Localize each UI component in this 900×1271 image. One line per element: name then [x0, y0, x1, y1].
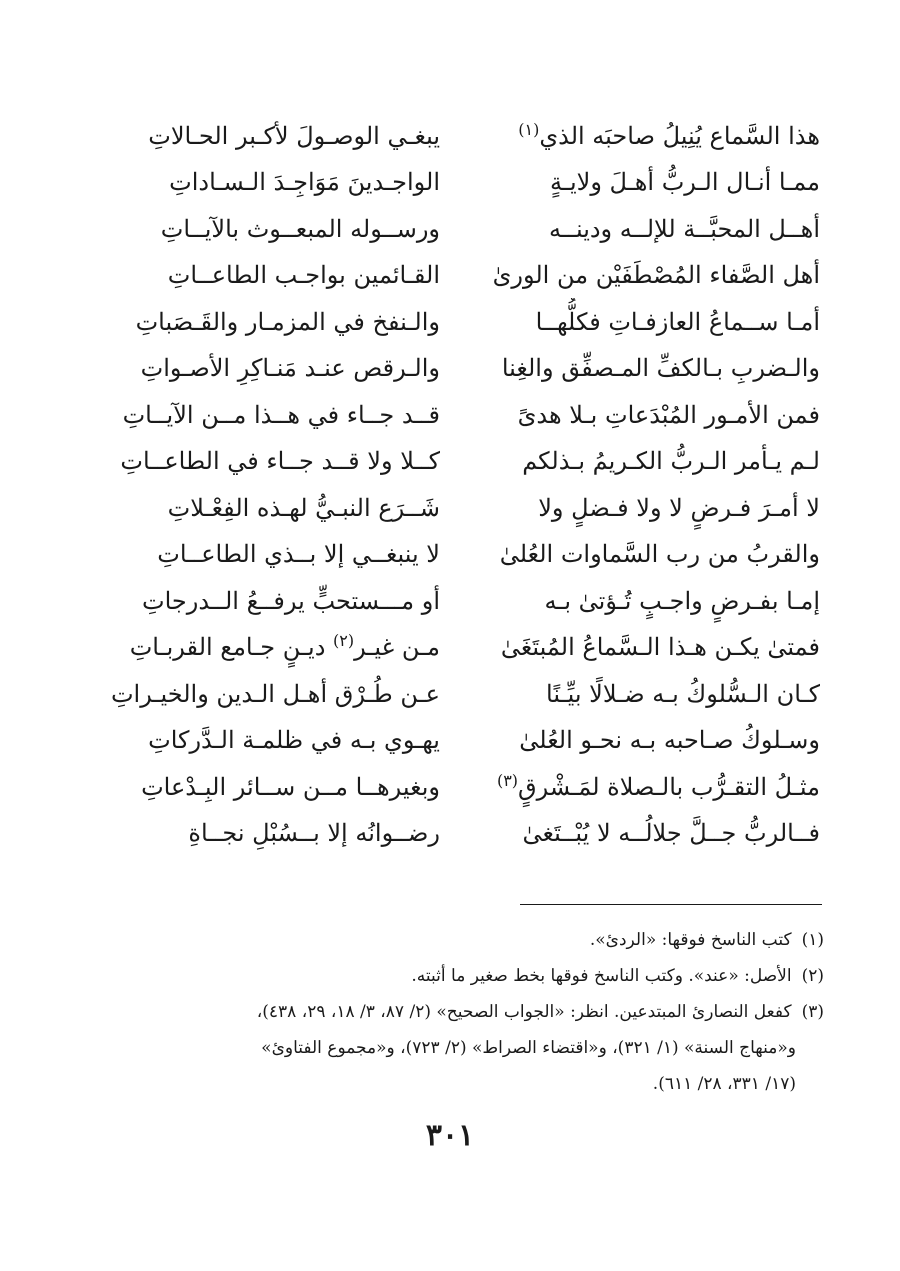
verse-first-hemistich: والـضربِ بـالكفِّ المـصفِّق والغِنا	[501, 354, 820, 382]
verse-line	[88, 623, 820, 671]
verse-second-hemistich: يهـوي بـه في ظلمـة الـدَّركاتِ	[148, 726, 440, 754]
verse-second-hemistich: أو مـــستحبٍّ يرفــعُ الــدرجاتِ	[141, 587, 440, 615]
verse-first-hemistich: ممـا أنـال الـربُّ أهـلَ ولايـةٍ	[550, 168, 820, 196]
footnote-marker: (١)	[518, 120, 540, 139]
verse-second-hemistich: يبغـي الوصـولَ لأكـبر الحـالاتِ	[148, 122, 440, 150]
verse-first-hemistich: مثـلُ التقـرُّب بالـصلاة لمَـشْرقٍ$^{(٣)}$	[496, 771, 820, 801]
verse-first-hemistich: وسـلوكُ صـاحبه بـه نحـو العُلىٰ	[519, 726, 820, 754]
footnote-number: (٣)	[801, 1002, 824, 1022]
footnote-text: كتب الناسخ فوقها: «الردئ».	[589, 930, 792, 950]
verse-line	[88, 484, 820, 532]
verse-second-hemistich: وبغيرهــا مــن ســائر البِـدْعاتِ	[141, 773, 440, 801]
verse-first-hemistich: أهــل المحبَّــة للإلــه ودينــه	[549, 215, 820, 243]
verse-first-hemistich: إمـا بفـرضٍ واجـبٍ تُـؤتىٰ بـه	[544, 587, 820, 615]
footnote-continuation: (١٧/ ٣٣١، ٢٨/ ٦١١).	[652, 1074, 796, 1094]
footnotes	[110, 922, 824, 1102]
verse-first-hemistich: فمتىٰ يكـن هـذا الـسَّماعُ المُبتَغَىٰ	[500, 633, 820, 661]
verse-second-hemistich: والـنفخ في المزمـار والقَـصَباتِ	[135, 308, 440, 336]
verse-line	[88, 205, 820, 253]
footnote-separator	[520, 904, 822, 905]
verse-second-hemistich: مـن غيـر$^{(٢)}$ ديـنٍ جـامع القربـاتِ	[129, 631, 440, 661]
footnote	[110, 994, 824, 1030]
verse-first-hemistich: أهل الصَّفاء المُصْطَفَيْن من الورىٰ	[492, 261, 820, 289]
verse-second-hemistich: لا ينبغــي إلا بــذي الطاعــاتِ	[157, 540, 440, 568]
verse-second-hemistich: شَــرَع النبـيُّ لهـذه الفِعْـلاتِ	[167, 494, 440, 522]
verse-first-hemistich: والقربُ من رب السَّماوات العُلىٰ	[499, 540, 820, 568]
verse-second-hemistich: رضــوانُه إلا بــسُبْلِ نجــاةِ	[188, 819, 440, 847]
verse-second-hemistich: قــد جــاء في هــذا مــن الآيــاتِ	[122, 401, 440, 429]
footnote-number: (١)	[801, 930, 824, 950]
verse-line	[88, 437, 820, 485]
verse-line	[88, 344, 820, 392]
verse-second-hemistich: كــلا ولا قــد جــاء في الطاعــاتِ	[120, 447, 440, 475]
poem	[88, 112, 820, 862]
verse-first-hemistich: فمن الأمـور المُبْدَعاتِ بـلا هدىً	[517, 401, 820, 429]
verse-line	[88, 716, 820, 764]
verse-line	[88, 577, 820, 625]
verse-first-hemistich: لـم يـأمر الـربُّ الكـريمُ بـذلكم	[522, 447, 820, 475]
verse-second-hemistich: القـائمين بواجـب الطاعــاتِ	[167, 261, 440, 289]
verse-line	[88, 298, 820, 346]
verse-line	[88, 670, 820, 718]
footnote	[110, 958, 824, 994]
footnote-number: (٢)	[801, 966, 824, 986]
verse-line	[88, 809, 820, 857]
verse-first-hemistich: أمـا ســماعُ العازفـاتِ فكلُّهــا	[535, 308, 820, 336]
verse-first-hemistich: كـان الـسُّلوكُ بـه ضـلالًا بيِّـنًا	[546, 680, 820, 708]
verse-line	[88, 251, 820, 299]
verse-second-hemistich: والـرقص عنـد مَنـاكِرِ الأصـواتِ	[140, 354, 440, 382]
page-number: ٣٠١	[425, 1118, 475, 1153]
footnote-marker: (٣)	[496, 771, 519, 790]
verse-line	[88, 391, 820, 439]
verse-second-hemistich: ورســوله المبعــوث بالآيــاتِ	[160, 215, 440, 243]
footnote-marker: (٢)	[333, 631, 355, 650]
verse-first-hemistich: فــالربُّ جــلَّ جلالُــه لا يُبْــتَغىٰ	[522, 819, 820, 847]
verse-second-hemistich: عـن طُـرْق أهـل الـدين والخيـراتِ	[110, 680, 440, 708]
footnote-continuation: و«منهاج السنة» (١/ ٣٢١)، و«اقتضاء الصراط» (٢/ ٧٢٣)، و«مجموع الفتاوئ»	[261, 1038, 796, 1058]
verse-line	[88, 530, 820, 578]
verse-line	[88, 158, 820, 206]
verse-line	[88, 112, 820, 160]
footnote-text: كفعل النصارئ المبتدعين. انظر: «الجواب الصحيح» (٢/ ٨٧، ٣/ ١٨، ٢٩، ٤٣٨)،	[256, 1002, 792, 1022]
verse-line	[88, 763, 820, 811]
footnote-text: الأصل: «عند». وكتب الناسخ فوقها بخط صغير ما أثبته.	[411, 966, 792, 986]
footnote	[110, 922, 824, 958]
verse-first-hemistich: هذا السَّماع يُنِيلُ صاحبَه الذي$^{(١)}$	[518, 120, 820, 150]
verse-first-hemistich: لا أمـرَ فـرضٍ لا ولا فـضلٍ ولا	[538, 494, 820, 522]
verse-second-hemistich: الواجـدينَ مَوَاجِـدَ الـسـاداتِ	[169, 168, 440, 196]
